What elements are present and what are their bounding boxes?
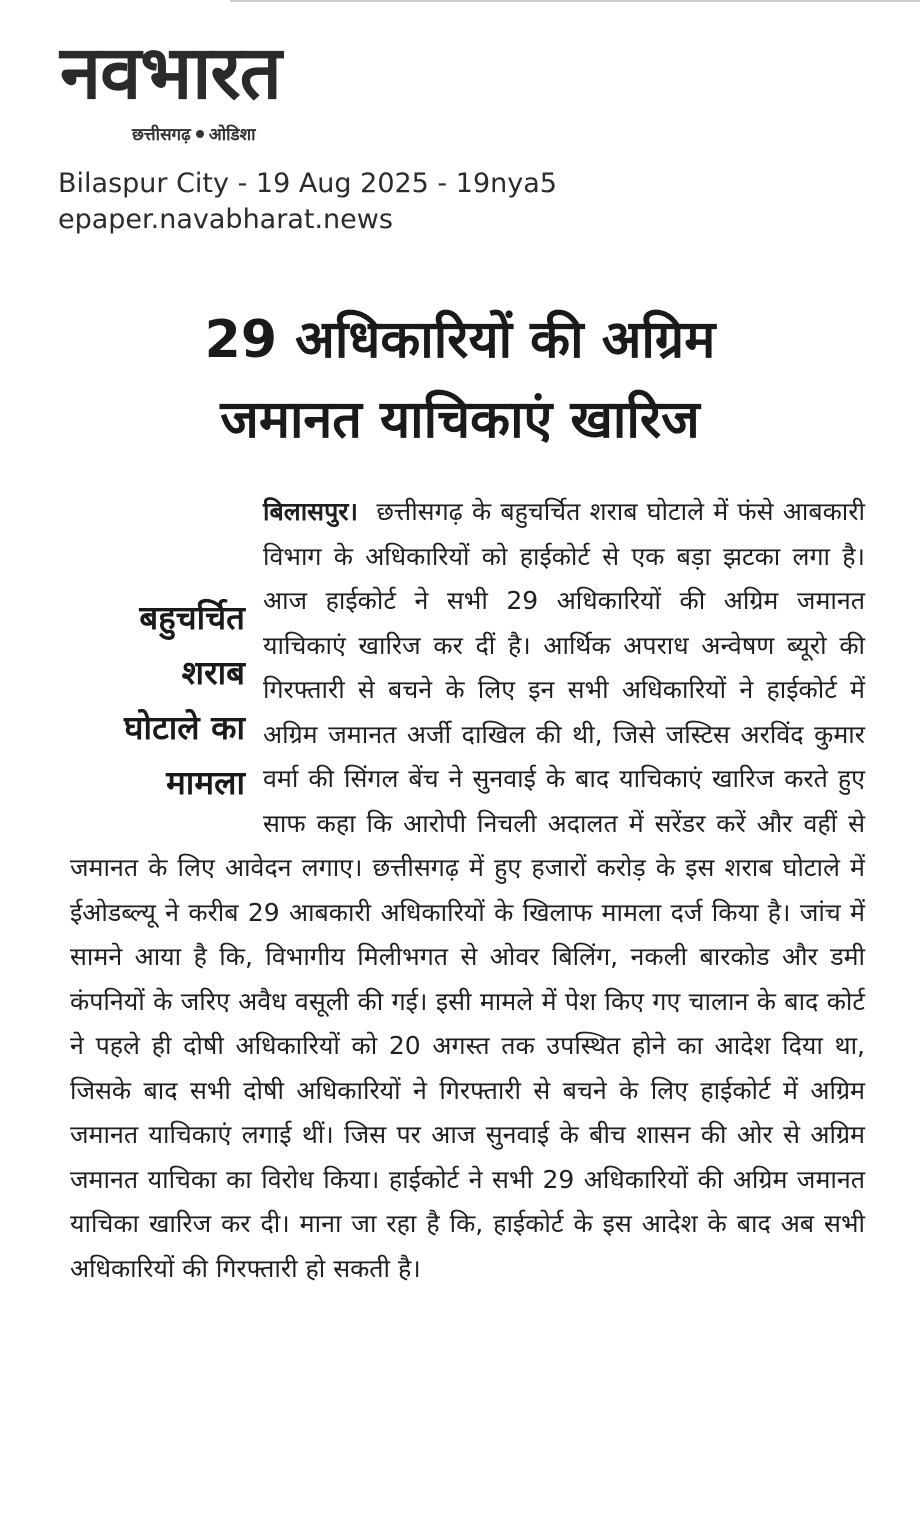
logo-region-line bbox=[132, 122, 256, 145]
pullquote bbox=[70, 590, 245, 810]
edition-info bbox=[58, 166, 557, 238]
article-body bbox=[70, 490, 865, 1291]
top-border-rule bbox=[230, 0, 920, 2]
pullquote-line-3: घोटाले का bbox=[124, 708, 245, 747]
masthead bbox=[56, 24, 428, 148]
headline-line-1: 29 अधिकारियों की अग्रिम bbox=[204, 310, 716, 370]
article-text: छत्तीसगढ़ के बहुचर्चित शराब घोटाले में फंसे आबकारी विभाग के अधिकारियों को हाईकोर्ट से एक बड़ा झटका लगा है। आज हाईकोर्ट ने सभी 29 अधिकारियों की अग्रिम जमानत याचिकाएं खारिज कर दीं है। आर्थिक अपराध अन्वेषण ब्यूरो की गिरफ्तारी से बचने के लिए इन सभी अधिकारियों ने हाईकोर्ट में अग्रिम जमानत अर्जी दाखिल की थी, जिसे जस्टिस अरविंद कुमार वर्मा की सिंगल बेंच ने सुनवाई के बाद याचिकाएं खारिज करते हुए साफ कहा कि आरोपी निचली अदालत में सरेंडर करें और वहीं से जमानत के लिए आवेदन लगाए। छत्तीसगढ़ में हुए हजारों करोड़ के इस शराब घोटाले में ईओडब्ल्यू ने करीब 29 आबकारी अधिकारियों के खिलाफ मामला दर्ज किया है। जांच में सामने आया है कि, विभागीय मिलीभगत से ओवर बिलिंग, नकली बारकोड और डमी कंपनियों के जरिए अवैध वसूली की गई। इसी मामले में पेश किए गए चालान के बाद कोर्ट ने पहले ही दोषी अधिकारियों को 20 अगस्त तक उपस्थित होने का आदेश दिया था, जिसके बाद सभी दोषी अधिकारियों ने गिरफ्तारी से बचने के लिए हाईकोर्ट में अग्रिम जमानत याचिकाएं लगाई थीं। जिस पर आज सुनवाई के बीच शासन की ओर से अग्रिम जमानत याचिका का विरोध किया। हाईकोर्ट ने सभी 29 अधिकारियों की अग्रिम जमानत याचिका खारिज कर दी। माना जा रहा है कि, हाईकोर्ट के इस आदेश के बाद अब सभी अधिकारियों की गिरफ्तारी हो सकती है। bbox=[70, 497, 865, 1283]
pullquote-line-2: शराब bbox=[181, 653, 245, 692]
dateline: बिलासपुर। bbox=[263, 497, 358, 526]
headline bbox=[40, 300, 880, 460]
region-left: छत्तीसगढ़ bbox=[132, 125, 191, 145]
edition-line: Bilaspur City - 19 Aug 2025 - 19nya5 bbox=[58, 168, 557, 199]
bullet-dot-icon bbox=[196, 130, 204, 138]
newspaper-logo: नवभारत bbox=[60, 30, 281, 116]
pullquote-line-4: मामला bbox=[166, 763, 245, 802]
pullquote-line-1: बहुचर्चित bbox=[139, 598, 245, 637]
region-right: ओडिशा bbox=[208, 125, 256, 145]
headline-line-2: जमानत याचिकाएं खारिज bbox=[220, 390, 700, 450]
website-line: epaper.navabharat.news bbox=[58, 204, 393, 235]
